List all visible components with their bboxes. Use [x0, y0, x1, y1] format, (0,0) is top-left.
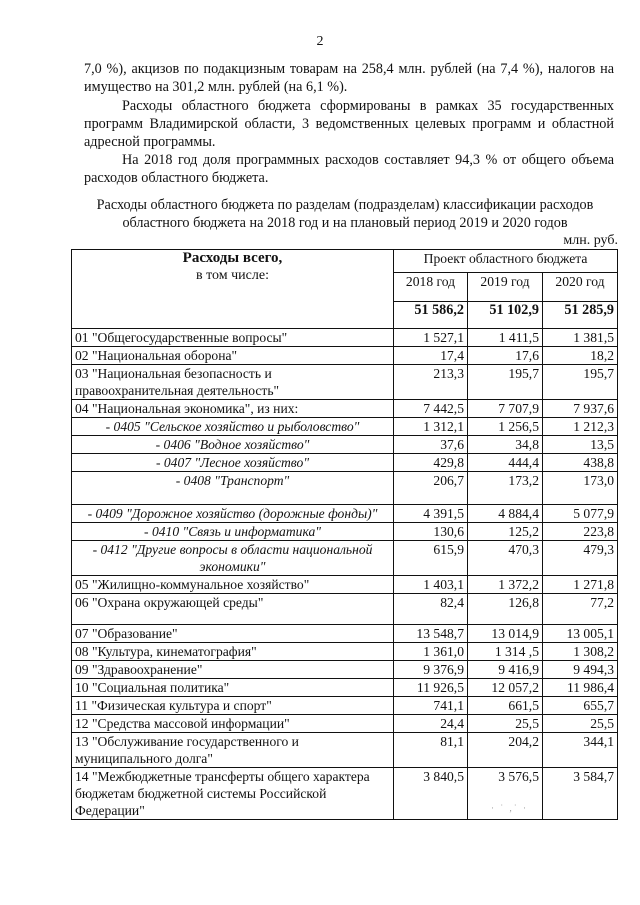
value-2020: 195,7	[543, 365, 618, 400]
table-row	[72, 768, 618, 820]
value-2018: 213,3	[394, 365, 468, 400]
value-2020: 1 381,5	[543, 329, 618, 347]
value-2019	[468, 768, 543, 820]
budget-table	[71, 249, 618, 820]
value-2018: 615,9	[394, 541, 468, 576]
row-name: - 0410 "Связь и информатика"	[72, 523, 394, 541]
value-2019: 1 411,5	[468, 329, 543, 347]
value-2018: 4 391,5	[394, 505, 468, 523]
row-name: 09 "Здравоохранение"	[72, 661, 394, 679]
row-name: 02 "Национальная оборона"	[72, 347, 394, 365]
value-2020: 11 986,4	[543, 679, 618, 697]
row-name: 05 "Жилищно-коммунальное хозяйство"	[72, 576, 394, 594]
value-2020: 13,5	[543, 436, 618, 454]
header-title: Расходы всего,	[182, 250, 283, 266]
total-2018: 51 586,2	[394, 302, 468, 329]
header-project: Проект областного бюджета	[394, 250, 618, 273]
value-2019: 25,5	[468, 715, 543, 733]
units-label: млн. руб.	[563, 233, 618, 248]
value-2020: 173,0	[543, 472, 618, 505]
row-name: 06 "Охрана окружающей среды"	[72, 594, 394, 625]
row-name: - 0412 "Другие вопросы в области национальной экономики"	[72, 541, 394, 576]
value-2020: 223,8	[543, 523, 618, 541]
value-2019: 195,7	[468, 365, 543, 400]
value-2018: 1 403,1	[394, 576, 468, 594]
value-2018: 24,4	[394, 715, 468, 733]
value-2019: 173,2	[468, 472, 543, 505]
table-row	[72, 472, 618, 505]
value-2019: 1 372,2	[468, 576, 543, 594]
header-year-2019: 2019 год	[468, 273, 543, 302]
value-2020: 1 271,8	[543, 576, 618, 594]
total-2020: 51 285,9	[543, 302, 618, 329]
value-2019: 12 057,2	[468, 679, 543, 697]
table-row	[72, 576, 618, 594]
value-2018: 130,6	[394, 523, 468, 541]
value-2019: 1 256,5	[468, 418, 543, 436]
value-2020: 13 005,1	[543, 625, 618, 643]
value-2018: 429,8	[394, 454, 468, 472]
value-2020: 1 212,3	[543, 418, 618, 436]
value-2020: 9 494,3	[543, 661, 618, 679]
header-year-2018: 2018 год	[394, 273, 468, 302]
value-2018: 81,1	[394, 733, 468, 768]
table-row	[72, 679, 618, 697]
value-2019: 661,5	[468, 697, 543, 715]
table-row	[72, 329, 618, 347]
value-2019: 9 416,9	[468, 661, 543, 679]
value-2020: 344,1	[543, 733, 618, 768]
value-2018: 206,7	[394, 472, 468, 505]
table-row	[72, 643, 618, 661]
table-row	[72, 661, 618, 679]
header-year-2020: 2020 год	[543, 273, 618, 302]
table-row	[72, 418, 618, 436]
header-subtitle: в том числе:	[196, 268, 269, 283]
table-row	[72, 347, 618, 365]
value-2020: 25,5	[543, 715, 618, 733]
value-2019-text: 3 576,5	[498, 769, 539, 784]
value-2018: 17,4	[394, 347, 468, 365]
value-2020: 655,7	[543, 697, 618, 715]
table-row	[72, 365, 618, 400]
row-name: 03 "Национальная безопасность и правоохранительная деятельность"	[72, 365, 394, 400]
row-name: 14 "Межбюджетные трансферты общего характера бюджетам бюджетной системы Российской Федерации"	[72, 768, 394, 820]
value-2019: 204,2	[468, 733, 543, 768]
table-row	[72, 625, 618, 643]
value-2018: 1 527,1	[394, 329, 468, 347]
value-2018: 1 312,1	[394, 418, 468, 436]
value-2020: 18,2	[543, 347, 618, 365]
row-name: 11 "Физическая культура и спорт"	[72, 697, 394, 715]
value-2020: 438,8	[543, 454, 618, 472]
value-2020: 7 937,6	[543, 400, 618, 418]
table-row	[72, 505, 618, 523]
value-2019: 470,3	[468, 541, 543, 576]
value-2018: 82,4	[394, 594, 468, 625]
table-row	[72, 523, 618, 541]
paragraph-program-share: На 2018 год доля программных расходов составляет 94,3 % от общего объема расходов областного бюджета.	[84, 152, 614, 186]
value-2019: 13 014,9	[468, 625, 543, 643]
value-2019: 126,8	[468, 594, 543, 625]
row-name: - 0406 "Водное хозяйство"	[72, 436, 394, 454]
paragraph-taxes: 7,0 %), акцизов по подакцизным товарам на 258,4 млн. рублей (на 7,4 %), налогов на имущество на 301,2 млн. рублей (на 6,1 %).	[84, 61, 614, 95]
table-row	[72, 697, 618, 715]
value-2018: 3 840,5	[394, 768, 468, 820]
row-name: 12 "Средства массовой информации"	[72, 715, 394, 733]
table-row	[72, 594, 618, 625]
value-2018: 37,6	[394, 436, 468, 454]
row-name: 04 "Национальная экономика", из них:	[72, 400, 394, 418]
table-row	[72, 454, 618, 472]
row-name: - 0407 "Лесное хозяйство"	[72, 454, 394, 472]
table-row	[72, 436, 618, 454]
value-2019: 17,6	[468, 347, 543, 365]
row-name: 13 "Обслуживание государственного и муниципального долга"	[72, 733, 394, 768]
value-2019: 34,8	[468, 436, 543, 454]
row-name: 08 "Культура, кинематография"	[72, 643, 394, 661]
value-2018: 741,1	[394, 697, 468, 715]
value-2018: 11 926,5	[394, 679, 468, 697]
table-caption: Расходы областного бюджета по разделам (подразделам) классификации расходов областного бюджета на 2018 год и на плановый период 2019 и 2020 годов	[96, 197, 594, 231]
table-row	[72, 541, 618, 576]
value-2019: 125,2	[468, 523, 543, 541]
value-2019: 4 884,4	[468, 505, 543, 523]
header-total-expenses	[72, 250, 394, 329]
row-name: - 0408 "Транспорт"	[72, 472, 394, 505]
value-2020: 77,2	[543, 594, 618, 625]
table-row	[72, 400, 618, 418]
value-2018: 1 361,0	[394, 643, 468, 661]
value-2020: 1 308,2	[543, 643, 618, 661]
table-row	[72, 733, 618, 768]
row-name: 01 "Общегосударственные вопросы"	[72, 329, 394, 347]
table-row	[72, 715, 618, 733]
value-2020: 479,3	[543, 541, 618, 576]
total-2019: 51 102,9	[468, 302, 543, 329]
value-2018: 7 442,5	[394, 400, 468, 418]
value-2020: 3 584,7	[543, 768, 618, 820]
page-number: 2	[316, 34, 324, 49]
row-name: - 0405 "Сельское хозяйство и рыболовство"	[72, 418, 394, 436]
value-2020: 5 077,9	[543, 505, 618, 523]
value-2019: 444,4	[468, 454, 543, 472]
row-name: 10 "Социальная политика"	[72, 679, 394, 697]
value-2018: 13 548,7	[394, 625, 468, 643]
row-name: - 0409 "Дорожное хозяйство (дорожные фонды)"	[72, 505, 394, 523]
paragraph-programs: Расходы областного бюджета сформированы в рамках 35 государственных программ Владимирской области, 3 ведомственных целевых программ и областной адресной программы.	[84, 98, 614, 150]
stamp-mark: · ˙ ,˙ ·	[491, 803, 528, 813]
row-name: 07 "Образование"	[72, 625, 394, 643]
value-2019: 7 707,9	[468, 400, 543, 418]
value-2018: 9 376,9	[394, 661, 468, 679]
value-2019: 1 314 ,5	[468, 643, 543, 661]
